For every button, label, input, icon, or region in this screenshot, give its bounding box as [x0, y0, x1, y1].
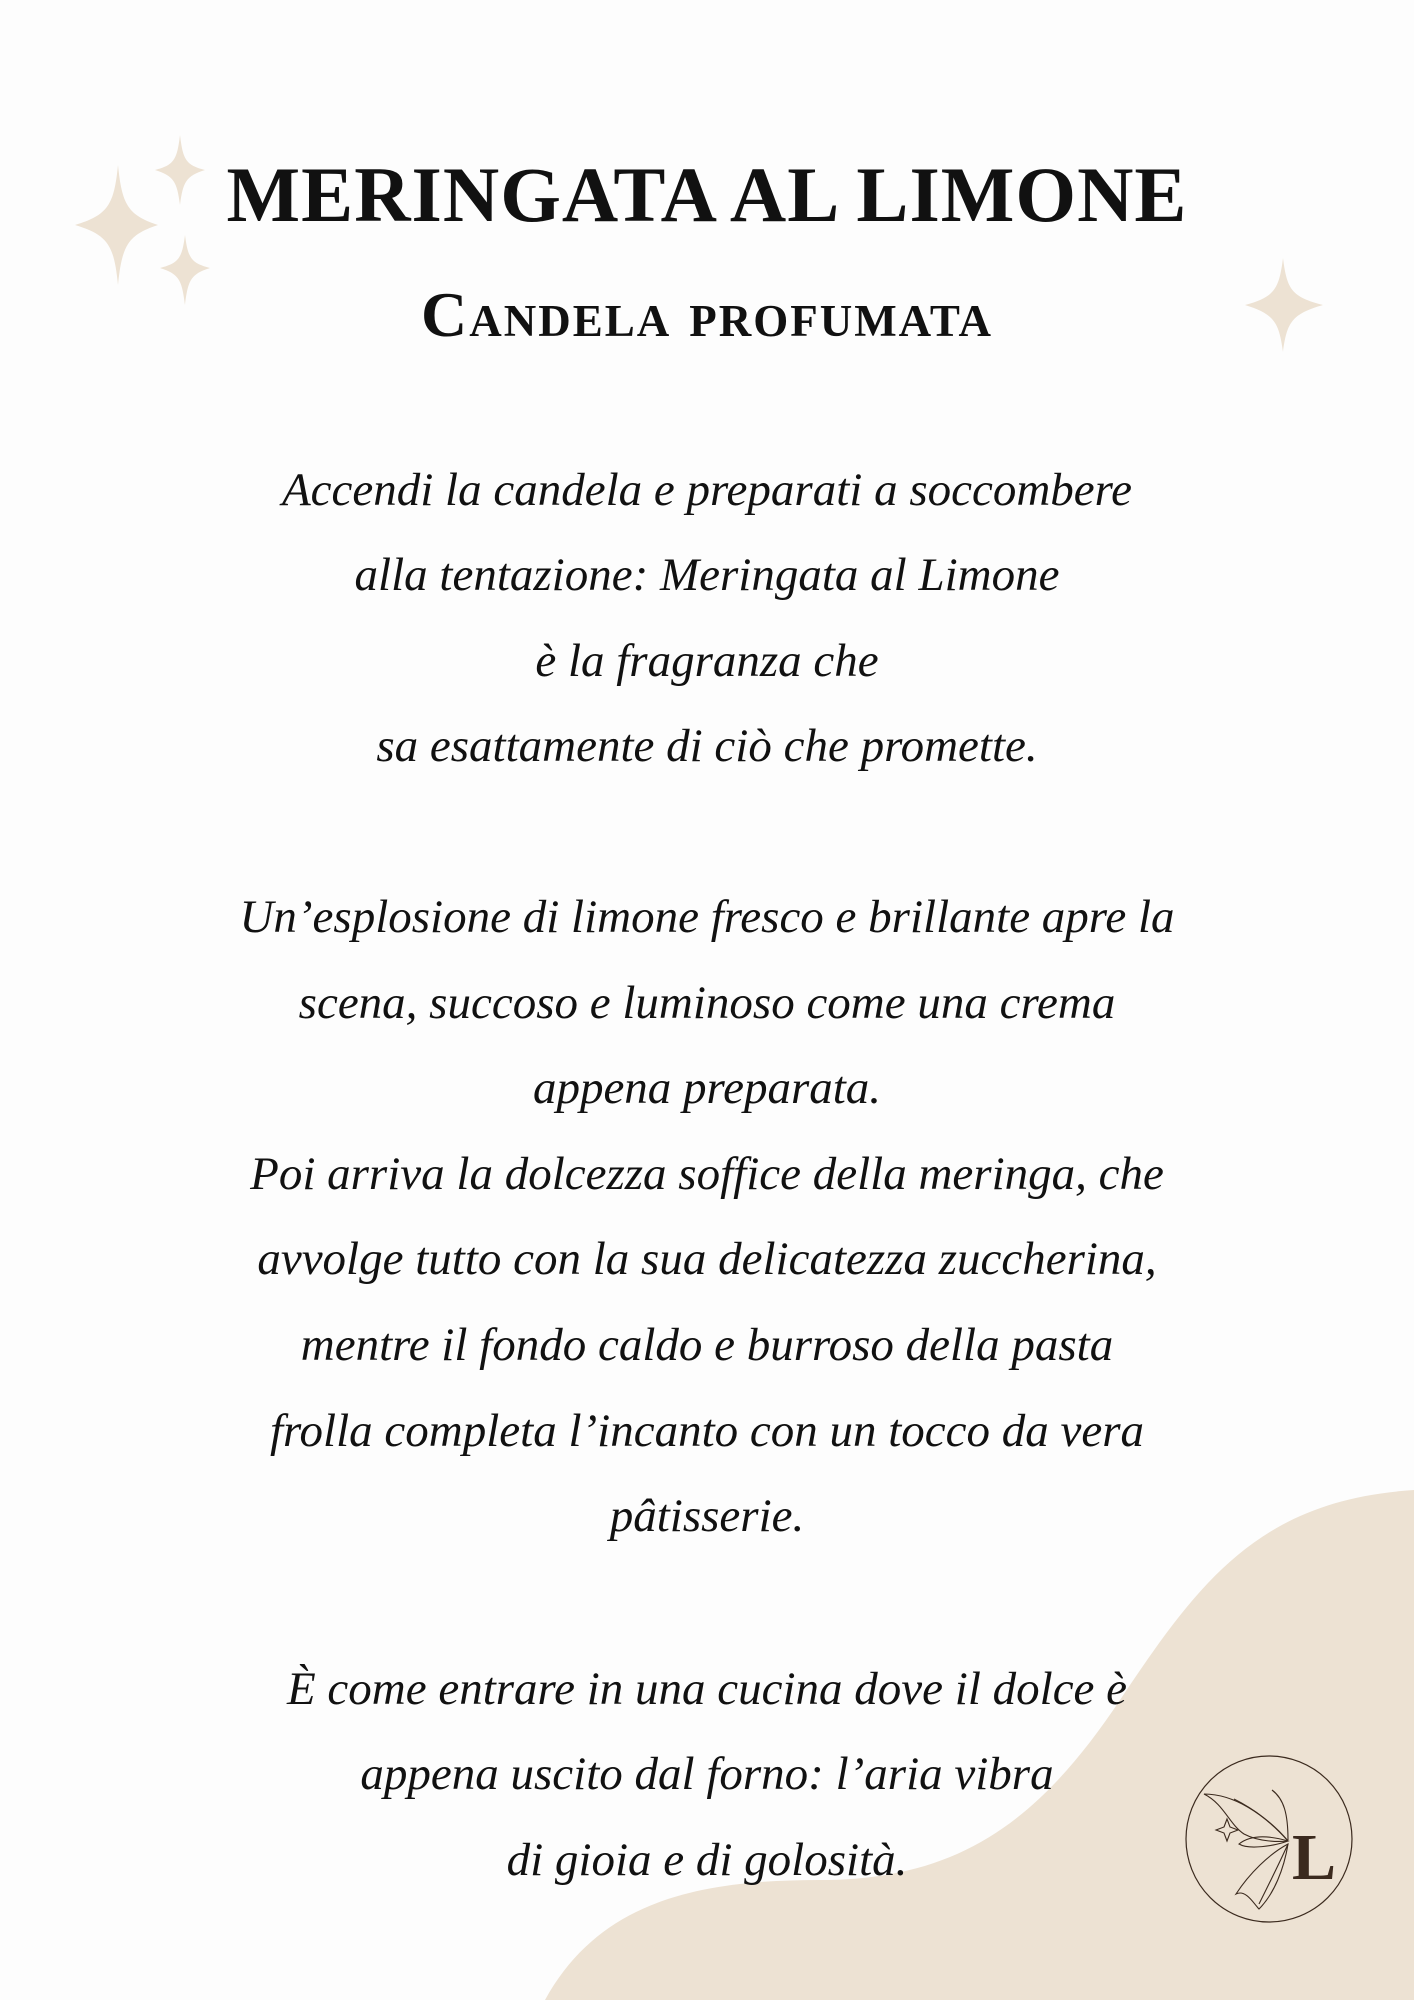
butterfly-wing-icon	[1204, 1790, 1288, 1909]
page-subtitle: Candela profumata	[420, 279, 993, 350]
paragraph-line: è la fragranza che	[535, 635, 879, 687]
paragraph-line: appena uscito dal forno: l’aria vibra	[360, 1748, 1054, 1800]
paragraph-line: Poi arriva la dolcezza soffice della meringa, che	[250, 1148, 1164, 1200]
paragraph-line: sa esattamente di ciò che promette.	[376, 720, 1038, 772]
paragraph-line: di gioia e di golosità.	[506, 1834, 908, 1886]
paragraph-line: Accendi la candela e preparati a soccombere	[281, 464, 1133, 516]
paragraph-line: alla tentazione: Meringata al Limone	[354, 549, 1060, 601]
paragraph-line: pâtisserie.	[609, 1490, 805, 1542]
paragraph-line: appena preparata.	[532, 1062, 882, 1114]
logo-letter: L	[1292, 1821, 1337, 1894]
paragraph-line: scena, succoso e luminoso come una crema	[298, 977, 1116, 1029]
paragraph-line: frolla completa l’incanto con un tocco da vera	[269, 1405, 1145, 1457]
paragraph-line: mentre il fondo caldo e burroso della pasta	[300, 1319, 1114, 1371]
brand-logo	[1184, 1754, 1354, 1924]
page-title: MERINGATA AL LIMONE	[226, 151, 1188, 238]
paragraph-line: È come entrare in una cucina dove il dolce è	[286, 1663, 1128, 1715]
paragraph-line: Un’esplosione di limone fresco e brillante apre la	[239, 891, 1175, 943]
paragraph-line: avvolge tutto con la sua delicatezza zuccherina,	[257, 1233, 1157, 1285]
